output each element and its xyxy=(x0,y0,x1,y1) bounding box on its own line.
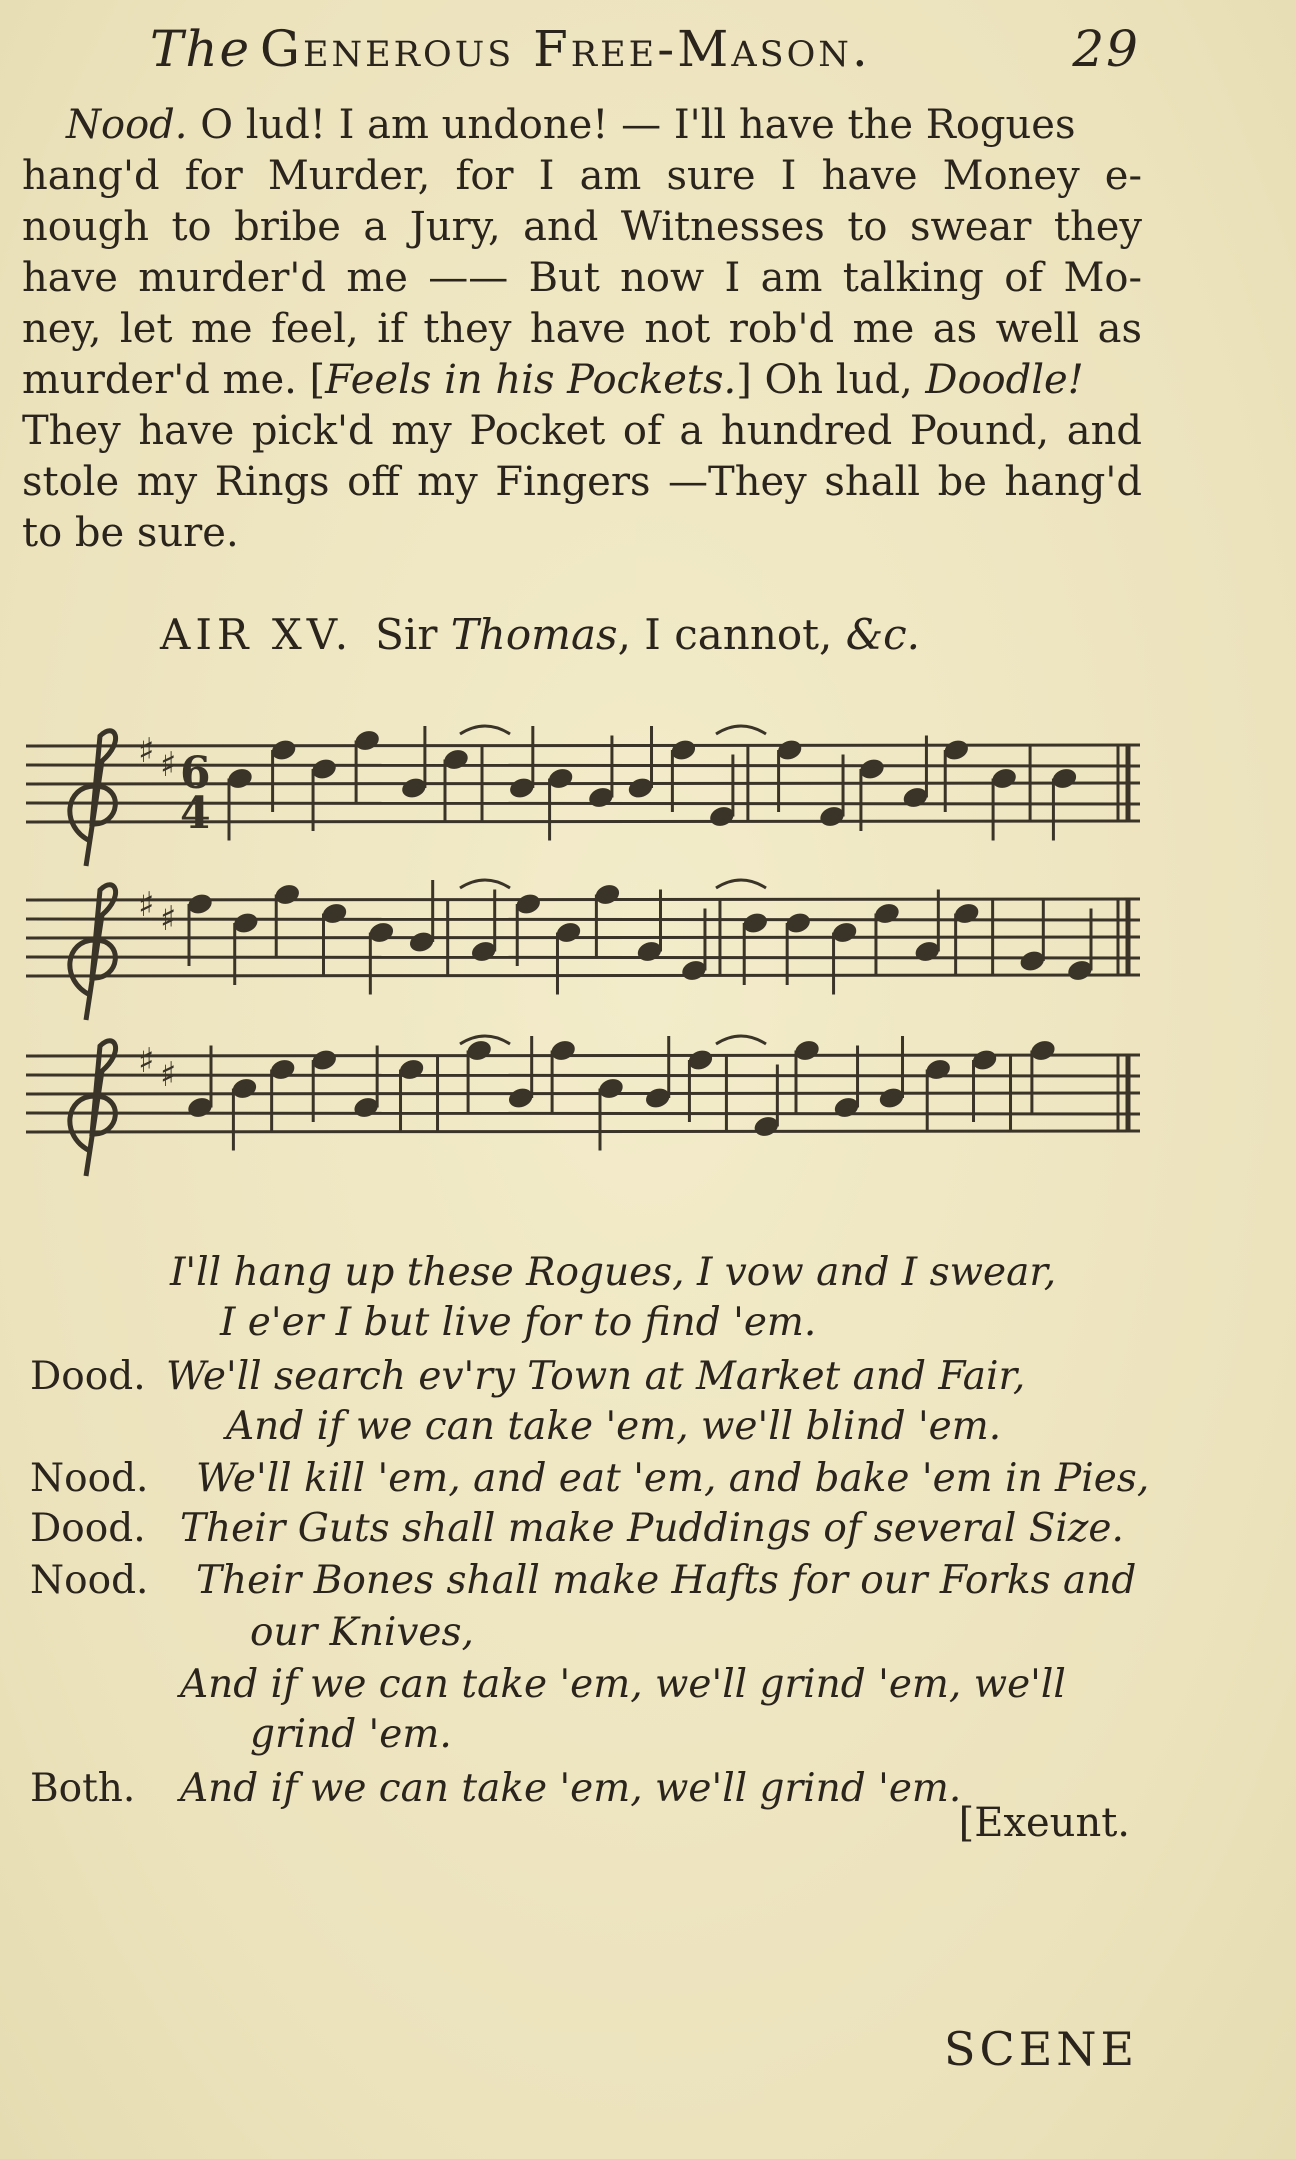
verse-speaker: Both. xyxy=(30,1766,136,1811)
air-label: AIR XV. xyxy=(160,610,354,659)
prose-line: They have pick'd my Pocket of a hundred Pound, and xyxy=(22,408,1142,454)
prose-line xyxy=(22,355,1142,406)
page-number: 29 xyxy=(1072,20,1140,78)
verse-line xyxy=(30,1250,1160,1300)
staff-line xyxy=(26,1055,1140,1056)
verse-text: And if we can take 'em, we'll blind 'em. xyxy=(226,1404,1002,1449)
prose-line: nough to bribe a Jury, and Witnesses to swear they xyxy=(22,204,1142,250)
air-heading xyxy=(160,610,1060,659)
staff-line xyxy=(26,957,1140,958)
music-staves xyxy=(26,726,1140,1176)
tune-prefix: Sir xyxy=(375,610,451,659)
verse-speaker: Nood. xyxy=(30,1558,149,1603)
tune-etc: &c. xyxy=(845,610,920,659)
verse-line xyxy=(30,1662,1160,1712)
verse-text: Their Bones shall make Hafts for our Forks and xyxy=(196,1558,1137,1603)
verse-text: I'll hang up these Rogues, I vow and I swear, xyxy=(170,1250,1057,1295)
staff-line xyxy=(26,1131,1140,1132)
running-head-title: Generous Free-Mason. xyxy=(260,20,871,78)
verse-line xyxy=(30,1712,1160,1762)
verse-speaker: Dood. xyxy=(30,1354,146,1399)
staff-line xyxy=(26,745,1140,746)
sharp-sign: ♯ xyxy=(138,731,155,771)
sharp-sign: ♯ xyxy=(160,899,177,939)
verse-text: And if we can take 'em, we'll grind 'em, we'll xyxy=(180,1662,1066,1707)
prose-text: murder'd me. [ xyxy=(22,357,326,403)
staff-line xyxy=(26,975,1140,976)
verse-text: grind 'em. xyxy=(250,1712,452,1757)
verse-speaker: Dood. xyxy=(30,1506,146,1551)
prose-line: stole my Rings off my Fingers —They shall be hang'd xyxy=(22,459,1142,505)
verse-line xyxy=(30,1558,1160,1608)
stage-direction: Feels in his Pockets. xyxy=(325,357,737,403)
treble-clef xyxy=(70,885,116,1020)
slur xyxy=(716,1036,766,1044)
running-head xyxy=(150,18,1150,88)
slur xyxy=(460,726,510,734)
sharp-sign: ♯ xyxy=(160,745,177,785)
speaker-nood: Nood. xyxy=(66,102,188,148)
name-doodle: Doodle! xyxy=(925,357,1084,403)
verse-speaker: Nood. xyxy=(30,1456,149,1501)
time-signature-bottom: 4 xyxy=(180,788,211,839)
verse-line xyxy=(30,1300,1160,1350)
sharp-sign: ♯ xyxy=(160,1055,177,1095)
running-head-the: The xyxy=(150,20,252,78)
music-score xyxy=(20,712,1160,1202)
verse-text: Their Guts shall make Puddings of several Size. xyxy=(180,1506,1124,1551)
prose-text: ] Oh lud, xyxy=(736,357,926,403)
prose-paragraph xyxy=(22,100,1142,559)
verse-line xyxy=(30,1506,1160,1556)
catchword: SCENE xyxy=(944,2022,1139,2076)
sharp-sign: ♯ xyxy=(138,1041,155,1081)
verse-text: I e'er I but live for to find 'em. xyxy=(220,1300,817,1345)
verse-text: our Knives, xyxy=(250,1610,474,1655)
verse-text: And if we can take 'em, we'll grind 'em. xyxy=(180,1766,962,1811)
prose-line: ney, let me feel, if they have not rob'd me as well as xyxy=(22,306,1142,352)
verse-line xyxy=(30,1354,1160,1404)
treble-clef xyxy=(70,731,116,866)
verse-line xyxy=(30,1610,1160,1660)
slur xyxy=(716,880,766,888)
prose-line: to be sure. xyxy=(22,510,239,556)
prose-line: hang'd for Murder, for I am sure I have Money e- xyxy=(22,153,1142,199)
prose-text: O lud! I am undone! — I'll have the Rogues xyxy=(187,102,1076,148)
tune-rest: , I cannot, xyxy=(617,610,846,659)
tune-name: Thomas xyxy=(450,610,618,659)
verse-line xyxy=(30,1404,1160,1454)
verse-text: We'll kill 'em, and eat 'em, and bake 'em in Pies, xyxy=(196,1456,1150,1501)
slur xyxy=(716,726,766,734)
treble-clef xyxy=(70,1041,116,1176)
staff-line xyxy=(26,937,1140,938)
prose-line xyxy=(22,100,1142,151)
verse-line xyxy=(30,1456,1160,1506)
slur xyxy=(460,880,510,888)
sharp-sign: ♯ xyxy=(138,885,155,925)
stage-direction-exeunt: [Exeunt. xyxy=(958,1800,1130,1846)
prose-line: have murder'd me —— But now I am talking of Mo- xyxy=(22,255,1142,301)
time-signature-top: 6 xyxy=(180,748,211,799)
verse-text: We'll search ev'ry Town at Market and Fair, xyxy=(166,1354,1026,1399)
